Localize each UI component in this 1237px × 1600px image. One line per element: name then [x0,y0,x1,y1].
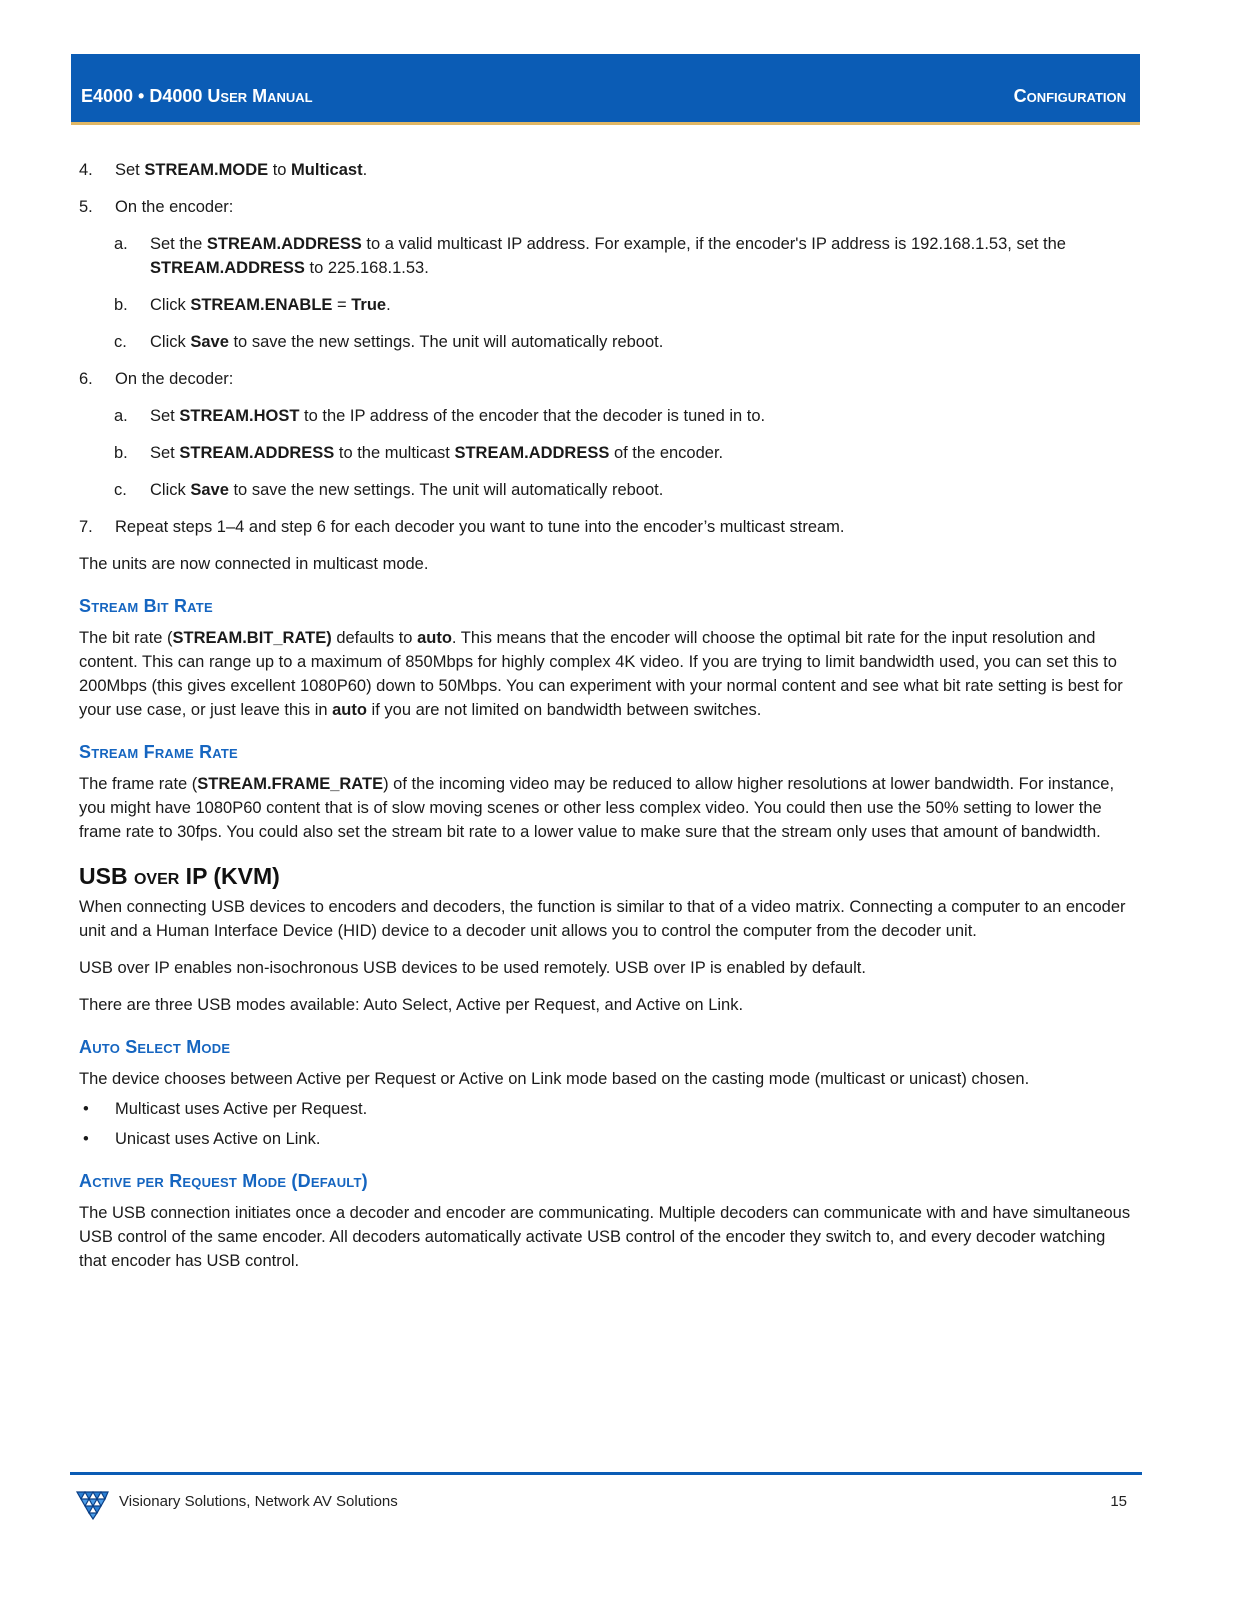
footer-company: Visionary Solutions, Network AV Solutions [119,1493,398,1510]
active-per-request-heading: Active per Request Mode (Default) [79,1171,368,1191]
visionary-logo-icon [75,1486,109,1520]
list-item: • Multicast uses Active per Request. [79,1097,1134,1121]
active-per-request-paragraph: The USB connection initiates once a decoder and encoder are communicating. Multiple decoders can communicate with and have simultaneous USB control of the same encoder. All decoders automatically activate USB control of the encoder they switch to, and every decoder watching that encoder has USB control. [79,1204,1131,1270]
usb-paragraph-3: There are three USB modes available: Auto Select, Active per Request, and Active on Link. [79,996,744,1014]
stream-bit-rate-heading: Stream Bit Rate [79,596,213,616]
usb-paragraph-1: When connecting USB devices to encoders and decoders, the function is similar to that of a video matrix. Connecting a computer to an encoder unit and a Human Interface Device (HID) device to a decoder unit allows you to control the computer from the decoder unit. [79,898,1126,940]
step-5c: c. Click Save to save the new settings. The unit will automatically reboot. [114,333,664,351]
frame-rate-paragraph: The frame rate (STREAM.FRAME_RATE) of the incoming video may be reduced to allow higher resolutions at lower bandwidth. For instance, you might have 1080P60 content that is of slow moving scenes or other less complex video. You could then use the 50% setting to lower the frame rate to 30fps. You could also set the stream bit rate to a lower value to make sure that the stream only uses that amount of bandwidth. [79,775,1115,841]
manual-title: E4000 • D4000 User Manual [81,86,313,106]
list-item: • Unicast uses Active on Link. [79,1127,1134,1151]
step-6b: b. Set STREAM.ADDRESS to the multicast STREAM.ADDRESS of the encoder. [114,444,724,462]
bullet-icon: • [83,1130,89,1148]
stream-frame-rate-heading: Stream Frame Rate [79,742,238,762]
step-4: 4. Set STREAM.MODE to Multicast. [79,161,368,179]
step-6a: a. Set STREAM.HOST to the IP address of the encoder that the decoder is tuned in to. [114,407,766,425]
page-number: 15 [1110,1493,1127,1510]
bit-rate-paragraph: The bit rate (STREAM.BIT_RATE) defaults to auto. This means that the encoder will choose the optimal bit rate for the input resolution and content. This can range up to a maximum of 850Mbps for highly complex 4K video. If you are trying to limit bandwidth used, you can set this to 200Mbps (this gives excellent 1080P60) down to 50Mbps. You can experiment with your normal content and see what bit rate setting is best for your use case, or just leave this in auto if you are not limited on bandwidth between switches. [79,629,1123,719]
page-content [79,158,1134,1286]
step-6: 6. On the decoder: [79,370,234,388]
step-6c: c. Click Save to save the new settings. The unit will automatically reboot. [114,481,664,499]
auto-select-mode-heading: Auto Select Mode [79,1037,231,1057]
step-5: 5. On the encoder: [79,198,234,216]
auto-select-paragraph: The device chooses between Active per Request or Active on Link mode based on the casting mode (multicast or unicast) chosen. [79,1070,1030,1088]
step-5a: a. Set the STREAM.ADDRESS to a valid multicast IP address. For example, if the encoder's IP address is 192.168.1.53, set the STREAM.ADDRESS to 225.168.1.53. [114,235,1066,277]
page-header [71,54,1140,125]
step-5b: b. Click STREAM.ENABLE = True. [114,296,391,314]
bullet-icon: • [83,1100,89,1118]
connected-text: The units are now connected in multicast mode. [79,555,429,573]
usb-paragraph-2: USB over IP enables non-isochronous USB devices to be used remotely. USB over IP is enabled by default. [79,959,866,977]
section-title: Configuration [1013,86,1126,106]
usb-over-ip-heading: USB over IP (KVM) [79,863,280,889]
footer-divider [70,1472,1142,1475]
step-7: 7. Repeat steps 1–4 and step 6 for each decoder you want to tune into the encoder’s multicast stream. [79,518,845,536]
